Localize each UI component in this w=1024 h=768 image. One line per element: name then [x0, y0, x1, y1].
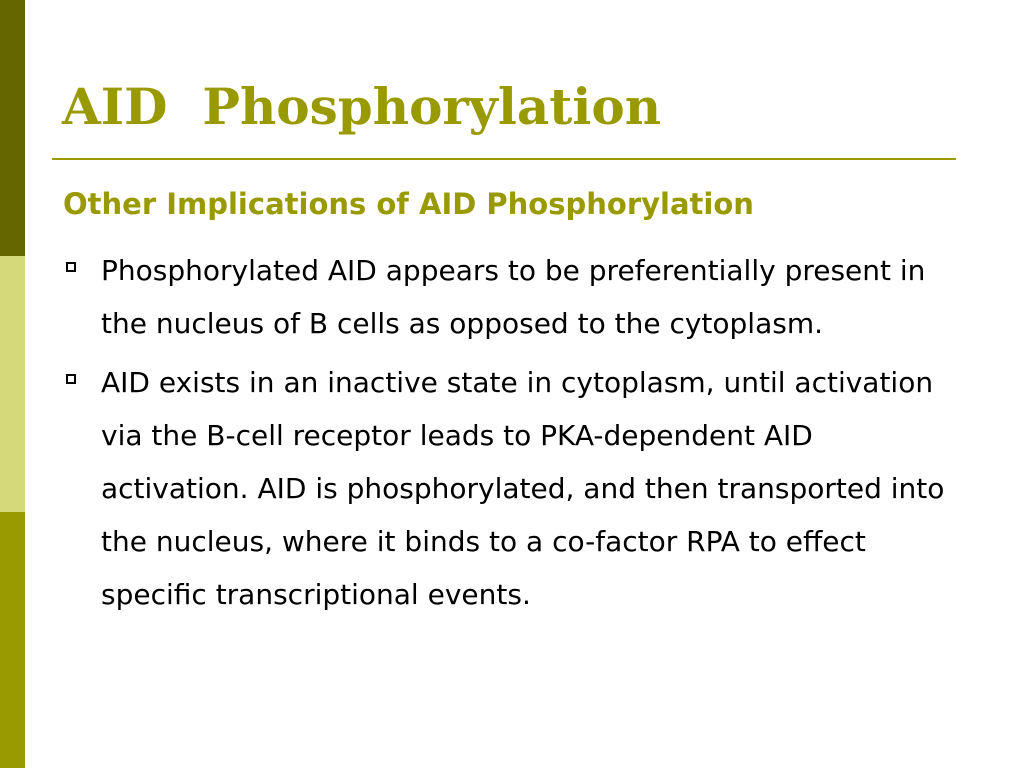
bullet-list [63, 244, 963, 627]
hollow-square-bullet-icon [66, 262, 76, 272]
left-accent-bar-bottom [0, 512, 25, 768]
hollow-square-bullet-icon [66, 374, 76, 384]
bullet-text: AID exists in an inactive state in cytoplasm, until activation via the B-cell receptor leads to PKA-dependent AID activation. AID is phosphorylated, and then transported into the nucleus, where it binds to a co-factor RPA to effect specific transcriptional events. [101, 366, 945, 611]
slide-title: AID Phosphorylation [62, 77, 662, 136]
bullet-item [63, 356, 963, 621]
bullet-item [63, 244, 963, 350]
left-accent-bar-top [0, 0, 25, 256]
slide-subtitle: Other Implications of AID Phosphorylation [63, 187, 754, 221]
title-divider [52, 158, 956, 160]
bullet-text: Phosphorylated AID appears to be preferentially present in the nucleus of B cells as opposed to the cytoplasm. [101, 254, 926, 340]
left-accent-bar-middle [0, 256, 25, 512]
